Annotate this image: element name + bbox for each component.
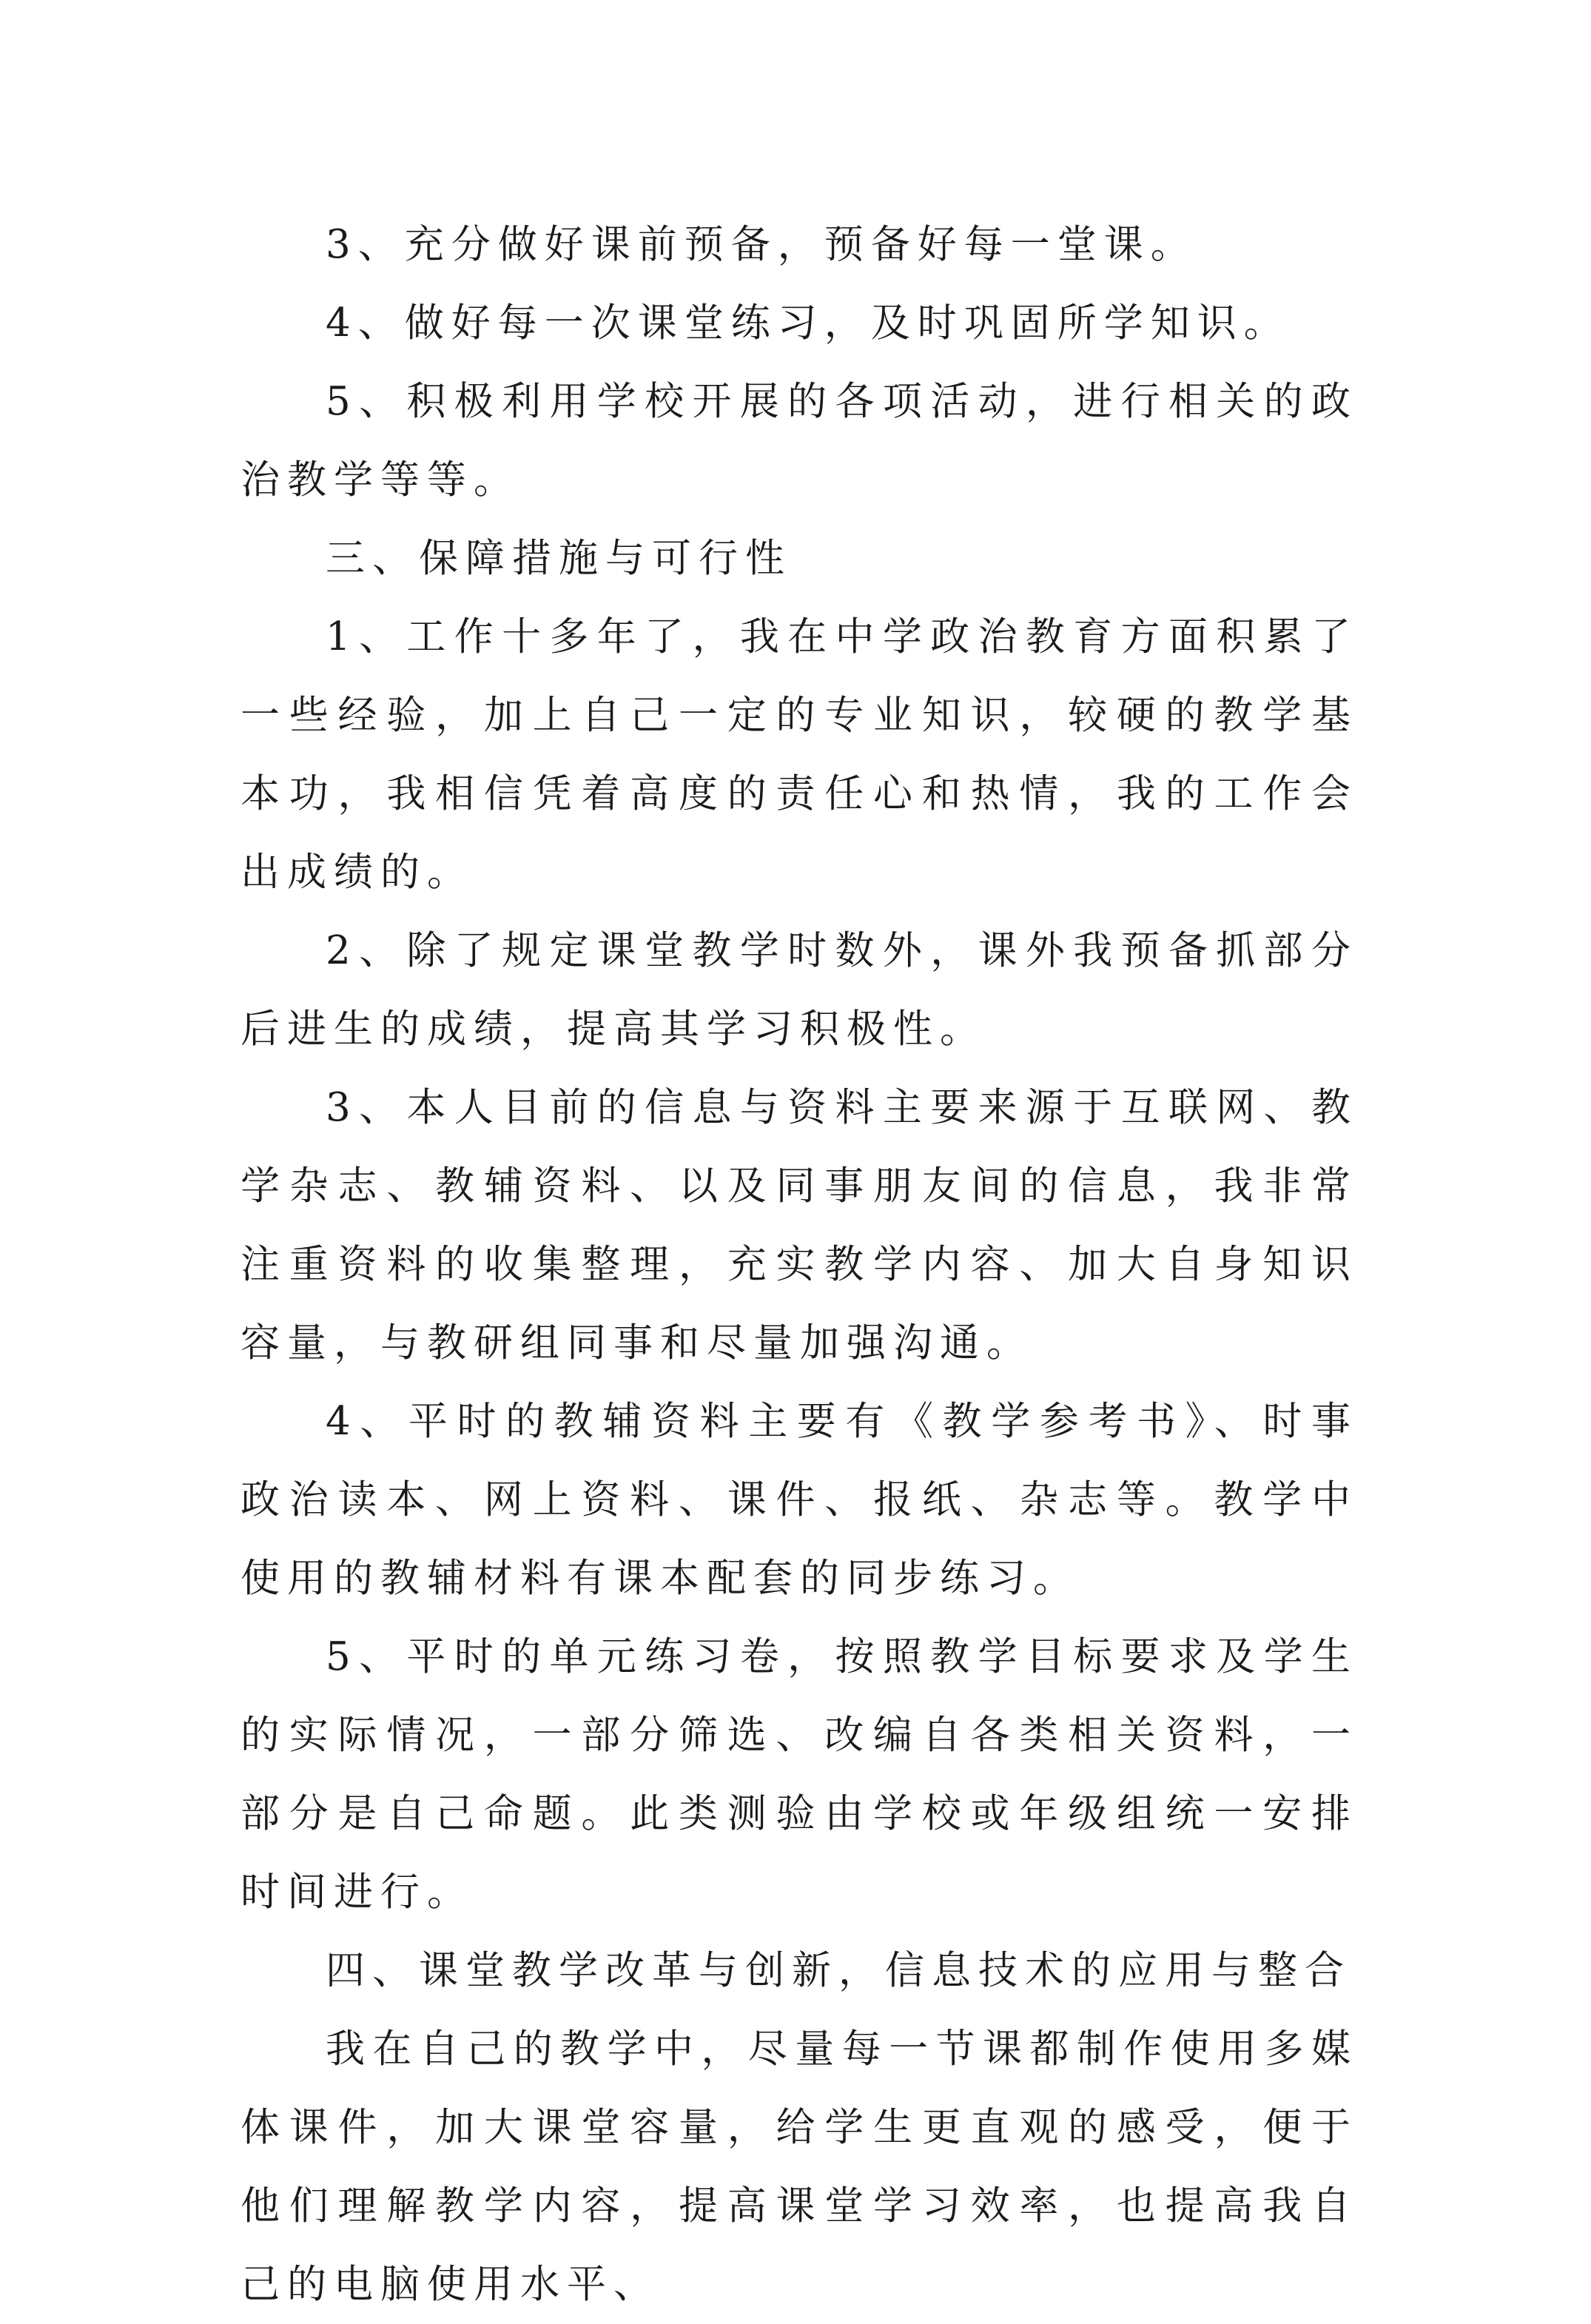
document-body [240,206,1358,2324]
paragraph-item-5: 5、积极利用学校开展的各项活动，进行相关的政治教学等等。 [240,379,1358,503]
paragraph-measure-1: 1、工作十多年了，我在中学政治教育方面积累了一些经验，加上自己一定的专业知识，较硬的教学基本功，我相信凭着高度的责任心和热情，我的工作会出成绩的。 [240,614,1358,895]
paragraph-item-3: 3、充分做好课前预备，预备好每一堂课。 [326,222,1197,267]
section-heading-4: 四、课堂教学改革与创新，信息技术的应用与整合 [326,1948,1351,1993]
paragraph-measure-2: 2、除了规定课堂教学时数外，课外我预备抓部分后进生的成绩，提高其学习积极性。 [240,928,1358,1052]
section-heading-3: 三、保障措施与可行性 [326,536,792,581]
paragraph-item-4: 4、做好每一次课堂练习，及时巩固所学知识。 [326,300,1291,346]
paragraph-measure-5: 5、平时的单元练习卷，按照教学目标要求及学生的实际情况，一部分筛选、改编自各类相关资料，一部分是自己命题。此类测验由学校或年级组统一安排时间进行。 [240,1634,1358,1915]
paragraph-measure-3: 3、本人目前的信息与资料主要来源于互联网、教学杂志、教辅资料、以及同事朋友间的信息，我非常注重资料的收集整理，充实教学内容、加大自身知识容量，与教研组同事和尽量加强沟通。 [240,1085,1358,1366]
paragraph-measure-4: 4、平时的教辅资料主要有《教学参考书》、时事政治读本、网上资料、课件、报纸、杂志等。教学中使用的教辅材料有课本配套的同步练习。 [240,1399,1358,1601]
paragraph-innovation: 我在自己的教学中，尽量每一节课都制作使用多媒体课件，加大课堂容量，给学生更直观的感受，便于他们理解教学内容，提高课堂学习效率，也提高我自己的电脑使用水平、 [240,2026,1358,2307]
